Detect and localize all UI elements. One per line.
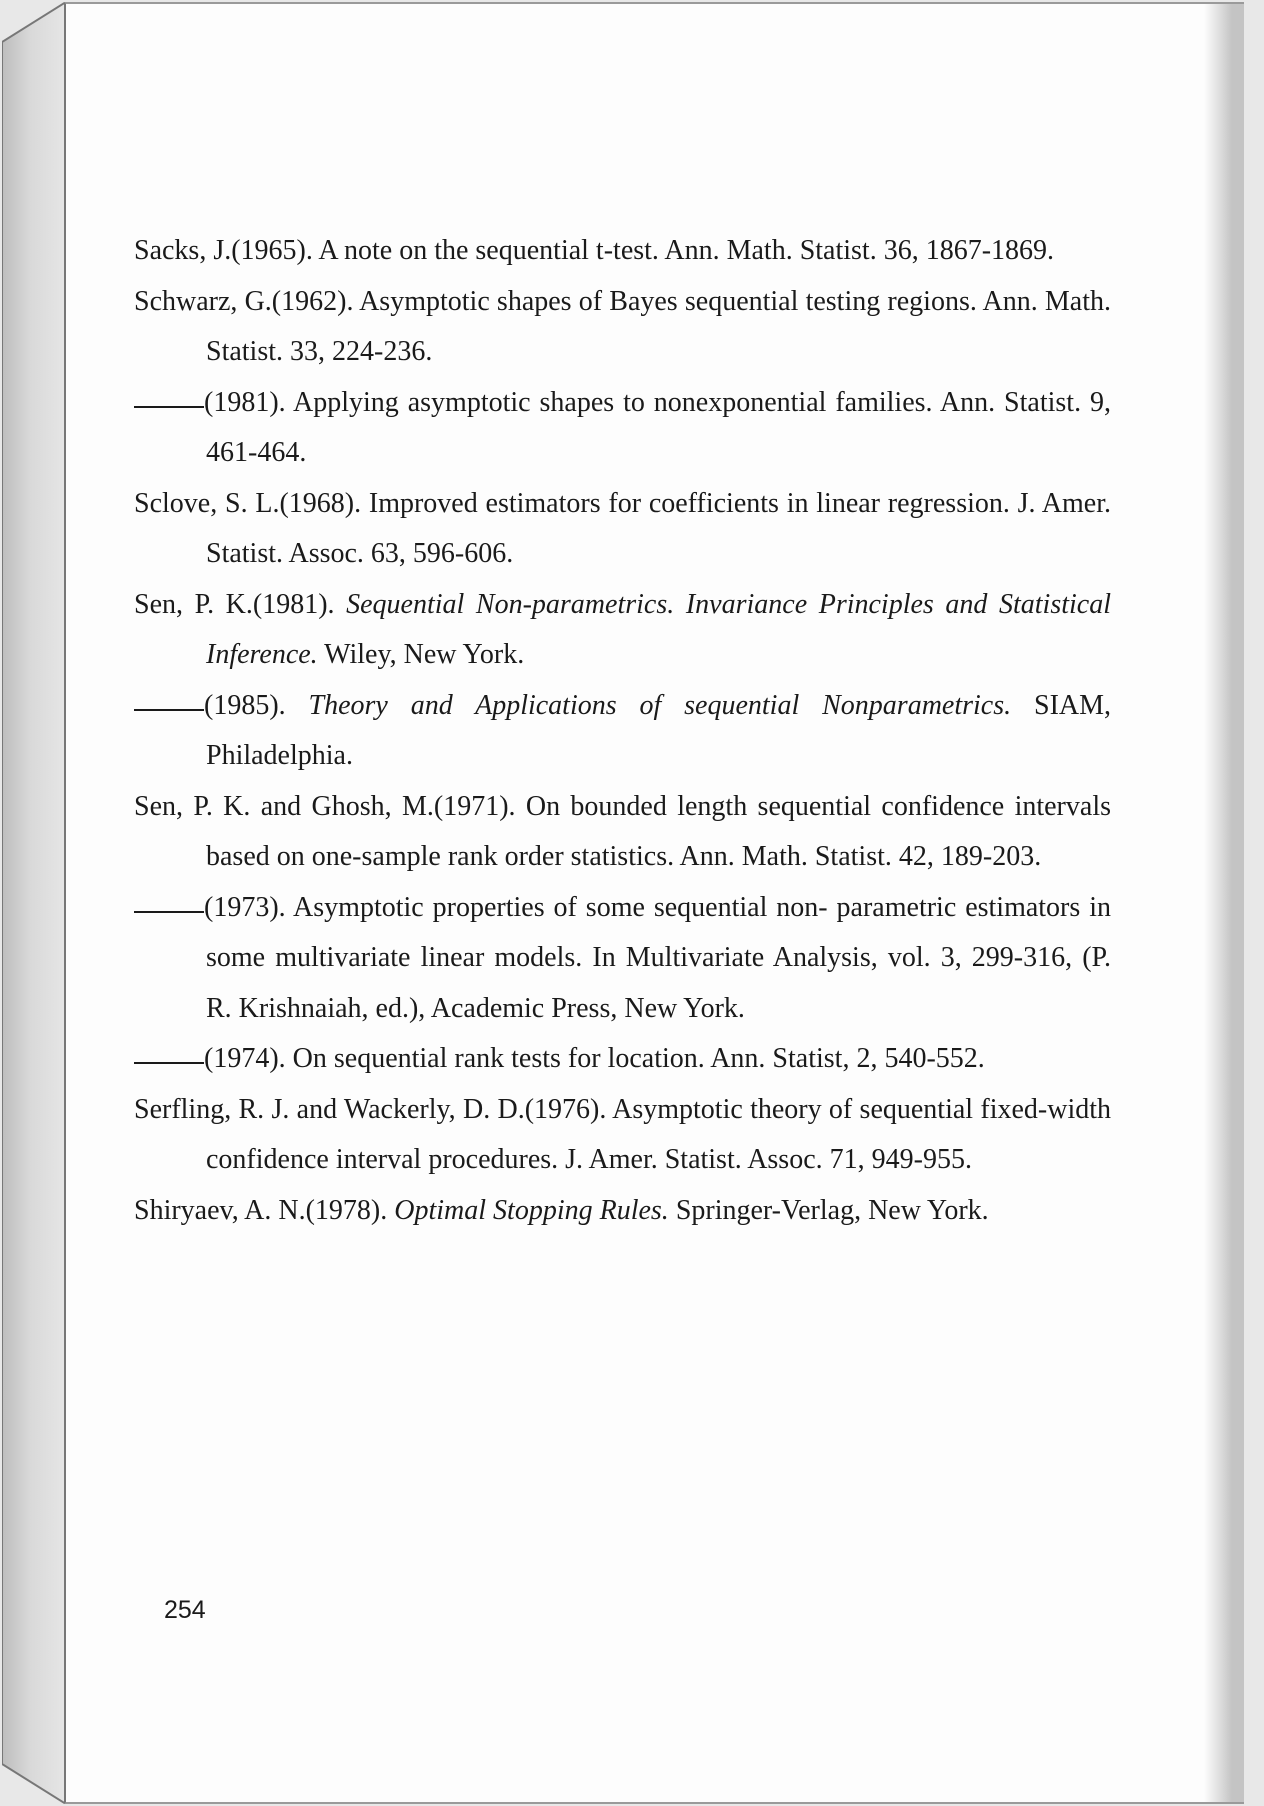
- reference-title: Optimal Stopping Rules.: [394, 1194, 669, 1226]
- reference-entry: Sacks, J.(1965). A note on the sequential t-test. Ann. Math. Statist. 36, 1867-1869.: [134, 235, 1055, 266]
- repeat-author-rule: [134, 910, 204, 913]
- reference-entry: Serfling, R. J. and Wackerly, D. D.(1976). Asymptotic theory of sequential fixed-width confidence interval procedures. J. Amer. Statist. Assoc. 71, 949-955.: [134, 1093, 1111, 1175]
- reference-title: Sequential Non-parametrics. Invariance Principles and Statistical Inference.: [206, 588, 1111, 670]
- repeat-author-rule: [134, 405, 204, 408]
- reference-title: Theory and Applications of sequential Nonparametrics.: [308, 689, 1012, 721]
- page-number: 254: [164, 1596, 206, 1624]
- reference-entry: (1973). Asymptotic properties of some sequential non- parametric estimators in some multivariate linear models. In Multivariate Analysis, vol. 3, 299-316, (P. R. Krishnaiah, ed.), Academic Press, New York.: [134, 883, 1111, 1035]
- reference-list: [134, 226, 1111, 1236]
- reference-entry: (1981). Applying asymptotic shapes to nonexponential families. Ann. Statist. 9, 461-464.: [134, 378, 1111, 479]
- repeat-author-rule: [134, 708, 204, 711]
- reference-entry: Sen, P. K. and Ghosh, M.(1971). On bounded length sequential confidence intervals based on one-sample rank order statistics. Ann. Math. Statist. 42, 189-203.: [134, 790, 1111, 872]
- reference-entry: (1985). Theory and Applications of sequential Nonparametrics. SIAM, Philadelphia.: [134, 681, 1111, 782]
- reference-entry: Schwarz, G.(1962). Asymptotic shapes of Bayes sequential testing regions. Ann. Math. Statist. 33, 224-236.: [134, 285, 1111, 367]
- reference-entry: Shiryaev, A. N.(1978). Optimal Stopping Rules. Springer-Verlag, New York.: [134, 1194, 989, 1226]
- book-spine: [2, 2, 66, 1804]
- reference-entry: Sclove, S. L.(1968). Improved estimators for coefficients in linear regression. J. Amer. Statist. Assoc. 63, 596-606.: [134, 487, 1111, 569]
- page-edge-shadow: [1204, 4, 1244, 1802]
- reference-entry: Sen, P. K.(1981). Sequential Non-parametrics. Invariance Principles and Statistical Inference. Wiley, New York.: [134, 588, 1111, 670]
- repeat-author-rule: [134, 1061, 204, 1064]
- reference-entry: (1974). On sequential rank tests for location. Ann. Statist, 2, 540-552.: [134, 1034, 1111, 1085]
